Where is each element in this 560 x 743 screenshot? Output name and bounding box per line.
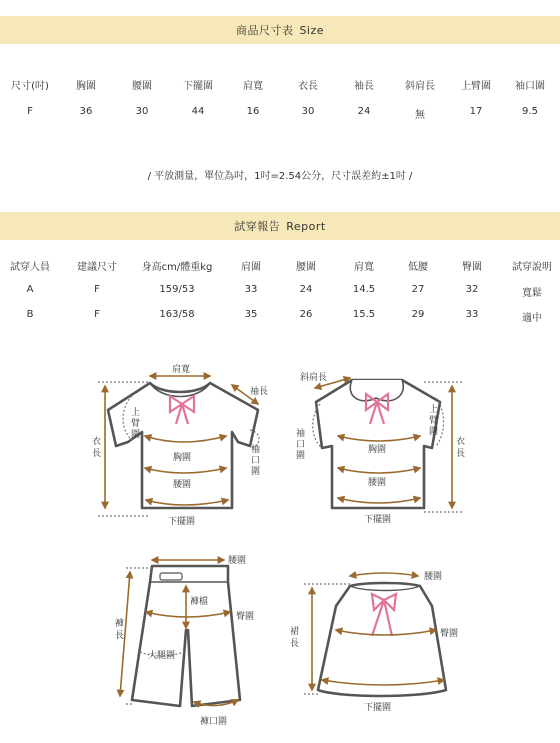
- label-cuff: 圍: [296, 451, 306, 461]
- size-cell: 17: [469, 106, 483, 117]
- report-header-cell: 試穿人員: [10, 262, 50, 273]
- report-cell: 15.5: [352, 309, 376, 320]
- size-cell: 9.5: [522, 106, 538, 117]
- label-cuff: 袖: [251, 445, 261, 455]
- size-header-cell: 肩寬: [243, 81, 263, 92]
- size-header-cell: 腰圍: [132, 81, 152, 92]
- size-header-cell: 衣長: [298, 81, 318, 92]
- label-upper-arm: 上: [429, 405, 439, 415]
- label-rise: 褲檔: [190, 597, 209, 607]
- pants-diagram: [115, 555, 254, 727]
- label-waist: 腰圍: [368, 478, 387, 488]
- label-leg-opening: 褲口圍: [200, 717, 228, 727]
- report-header-cell: 身高cm/體重kg: [141, 262, 213, 273]
- report-cell: 35: [244, 309, 258, 320]
- report-cell: 163/58: [159, 309, 195, 320]
- label-length: 衣: [92, 437, 102, 447]
- size-table-title-en: Size: [299, 23, 325, 37]
- size-cell: 36: [79, 106, 93, 117]
- measurement-note: / 平放測量，單位為吋，1吋=2.54公分，尺寸誤差約±1吋 /: [147, 171, 413, 182]
- report-cell: 24: [299, 284, 313, 295]
- report-cell: 適中: [522, 313, 542, 324]
- report-cell: 26: [299, 309, 313, 320]
- size-cell: 44: [191, 106, 205, 117]
- report-cell: 33: [465, 309, 479, 320]
- report-cell: 14.5: [352, 284, 376, 295]
- report-cell: 33: [244, 284, 258, 295]
- report-cell: 29: [411, 309, 425, 320]
- size-table-title-cn: 商品尺寸表: [235, 24, 294, 37]
- report-header-cell: 肩寬: [354, 262, 374, 273]
- report-cell: 159/53: [159, 284, 195, 295]
- label-upper-arm: 臂: [429, 416, 439, 426]
- report-header-cell: 肩圍: [241, 262, 261, 273]
- size-header-cell: 斜肩長: [405, 81, 435, 92]
- label-upper-arm: 臂: [131, 419, 141, 429]
- report-header-cell: 臀圍: [462, 262, 482, 273]
- size-cell: 16: [246, 106, 260, 117]
- label-hem: 下擺圍: [364, 703, 392, 713]
- size-header-cell: 下擺圍: [183, 81, 213, 92]
- sailor-shirt-diagram: [296, 371, 465, 525]
- report-cell: A: [26, 284, 34, 295]
- label-sleeve: 袖長: [250, 387, 269, 397]
- tshirt-diagram: [92, 363, 268, 527]
- label-hem: 下擺圍: [364, 515, 392, 525]
- size-header-cell: 上臂圍: [461, 81, 491, 92]
- label-diagonal-shoulder: 斜肩長: [300, 373, 328, 383]
- label-thigh: 大腿圍: [148, 651, 176, 661]
- skirt-diagram: [290, 571, 458, 713]
- pants-belt-loop: [160, 573, 182, 580]
- size-header-cell: 袖長: [354, 81, 374, 92]
- label-cuff: 袖: [296, 429, 306, 439]
- size-header-cell: 尺寸(吋): [11, 81, 49, 92]
- label-upper-arm: 圍: [429, 427, 439, 437]
- label-waist: 腰圍: [173, 480, 192, 490]
- label-hip: 臀圍: [440, 629, 459, 639]
- label-cuff: 口: [251, 456, 261, 466]
- label-waist: 腰圍: [424, 572, 443, 582]
- label-chest: 胸圍: [368, 445, 387, 455]
- label-length: 裙: [290, 627, 300, 637]
- label-length: 長: [115, 631, 125, 641]
- report-title-en: Report: [286, 219, 326, 233]
- label-length: 長: [290, 639, 300, 649]
- label-shoulder: 肩寬: [172, 365, 191, 375]
- label-hip: 臀圍: [236, 612, 255, 622]
- label-length: 褲: [115, 619, 125, 629]
- size-cell: 24: [357, 106, 371, 117]
- report-header-cell: 腰圍: [296, 262, 316, 273]
- report-title-cn: 試穿報告: [234, 220, 281, 233]
- report-cell: F: [94, 284, 100, 295]
- report-header-cell: 低腰: [408, 262, 428, 273]
- label-cuff: 口: [296, 440, 306, 450]
- label-upper-arm: 圍: [131, 430, 141, 440]
- label-upper-arm: 上: [131, 408, 141, 418]
- size-cell: 無: [415, 110, 425, 121]
- label-hem: 下擺圍: [168, 517, 196, 527]
- report-cell: 27: [411, 284, 425, 295]
- label-waist: 腰圍: [228, 556, 247, 566]
- size-cell: F: [27, 106, 33, 117]
- size-cell: 30: [135, 106, 149, 117]
- report-cell: B: [26, 309, 34, 320]
- size-header-cell: 胸圍: [76, 81, 96, 92]
- label-length: 衣: [456, 437, 466, 447]
- size-header-cell: 袖口圍: [515, 81, 545, 92]
- label-length: 長: [456, 449, 466, 459]
- report-header-cell: 建議尺寸: [77, 262, 117, 273]
- report-cell: 寬鬆: [522, 288, 542, 299]
- report-header-cell: 試穿說明: [512, 262, 552, 273]
- sailor-collar: [350, 380, 403, 401]
- report-cell: F: [94, 309, 100, 320]
- label-cuff: 圍: [251, 467, 261, 477]
- label-length: 長: [92, 449, 102, 459]
- report-cell: 32: [465, 284, 479, 295]
- size-cell: 30: [301, 106, 315, 117]
- label-chest: 胸圍: [173, 453, 192, 463]
